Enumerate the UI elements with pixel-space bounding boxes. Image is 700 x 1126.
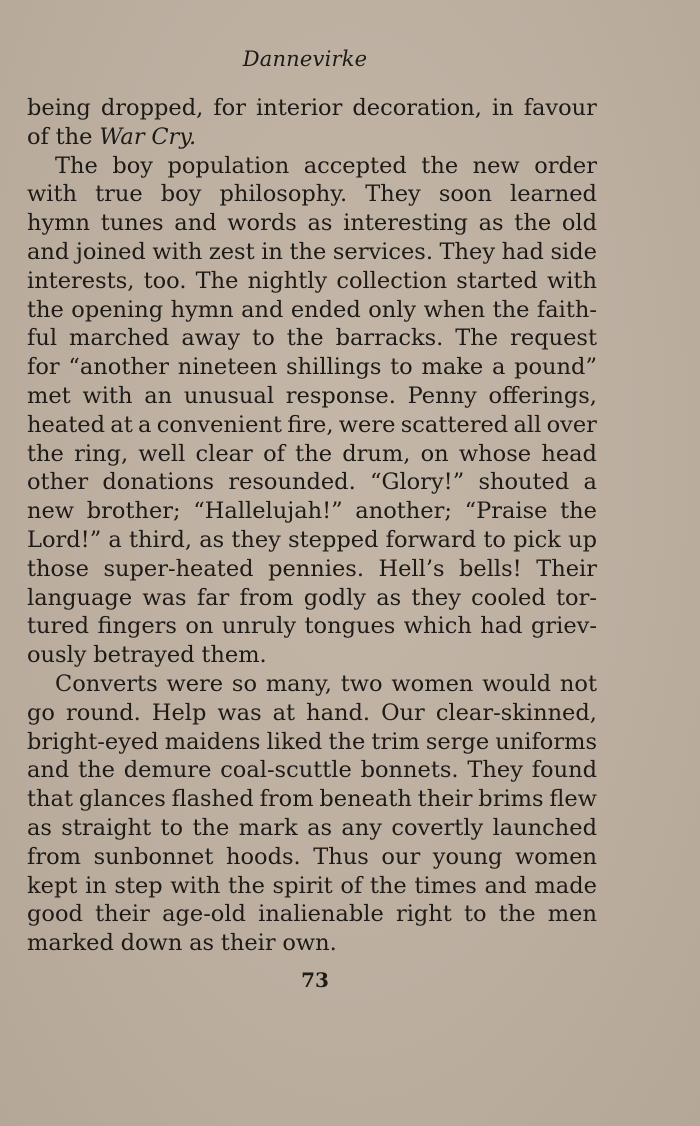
page-number: 73: [301, 968, 329, 992]
text-line: the ring, well clear of the drum, on whose head: [27, 440, 597, 467]
text-line: good their age-old inalienable right to the men: [27, 901, 597, 928]
text-line: go round. Help was at hand. Our clear-skinned,: [27, 699, 597, 726]
text-line: as straight to the mark as any covertly launched: [27, 814, 597, 841]
text-line: marked down as their own.: [27, 930, 337, 957]
text-line: tured fingers on unruly tongues which had griev-: [27, 613, 597, 640]
text-line: language was far from godly as they cooled tor-: [27, 584, 597, 611]
text-line: bright-eyed maidens liked the trim serge uniforms: [27, 728, 597, 755]
text-line: Lord!” a third, as they stepped forward to pick up: [27, 526, 597, 553]
text-line: with true boy philosophy. They soon learned: [27, 181, 597, 208]
text-line: of the War Cry.: [27, 123, 197, 150]
text-line: those super-heated pennies. Hell’s bells! Their: [27, 555, 597, 582]
paragraph-first-line: The boy population accepted the new order: [55, 152, 597, 179]
text-line: hymn tunes and words as interesting as the old: [27, 210, 597, 237]
text-line: and the demure coal-scuttle bonnets. They found: [27, 757, 597, 784]
text-line: and joined with zest in the services. They had side: [27, 238, 597, 265]
paragraph-first-line: Converts were so many, two women would not: [55, 670, 597, 697]
body-text: [27, 94, 597, 958]
text-line: new brother; “Hallelujah!” another; “Praise the: [27, 498, 597, 525]
text-line: kept in step with the spirit of the times and made: [27, 872, 597, 899]
text-line: heated at a convenient fire, were scattered all over: [27, 411, 597, 438]
text-line: being dropped, for interior decoration, in favour: [27, 95, 597, 121]
text-line: interests, too. The nightly collection started with: [27, 267, 597, 294]
text-line: met with an unusual response. Penny offerings,: [27, 382, 597, 409]
text-line: ful marched away to the barracks. The request: [27, 325, 597, 352]
text-line: other donations resounded. “Glory!” shouted a: [27, 469, 597, 496]
text-line: ously betrayed them.: [27, 642, 267, 669]
text-line: that glances flashed from beneath their brims flew: [27, 786, 597, 813]
text-line: for “another nineteen shillings to make a pound”: [27, 354, 597, 381]
running-head: Dannevirke: [242, 47, 368, 71]
text-line: from sunbonnet hoods. Thus our young women: [27, 843, 597, 870]
text-line: the opening hymn and ended only when the faith-: [27, 296, 597, 323]
